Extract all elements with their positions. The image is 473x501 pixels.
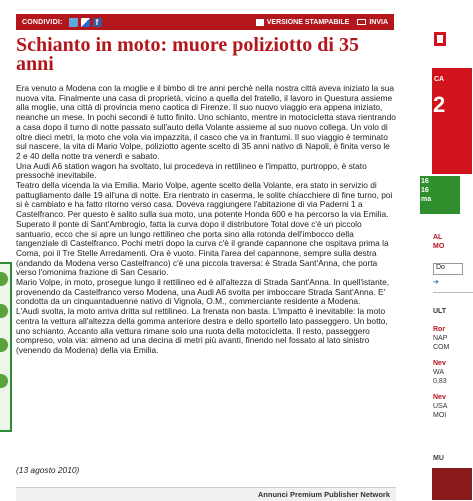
print-version-link[interactable]: VERSIONE STAMPABILE [266, 18, 350, 26]
divider [433, 292, 473, 293]
promo-logo [432, 28, 472, 68]
premium-ads-bar [16, 487, 396, 501]
promo-banner[interactable] [432, 28, 472, 174]
arrow-icon[interactable]: ➔ [433, 279, 439, 286]
sidebar-item: WA [433, 369, 445, 376]
sidebar-header: MO [433, 243, 445, 250]
premium-ads-label[interactable]: Annunci Premium Publisher Network [257, 490, 390, 499]
article-date: (13 agosto 2010) [16, 465, 80, 475]
sidebar-item[interactable]: Nev [433, 394, 446, 401]
sidebar-select[interactable]: Do [433, 263, 463, 275]
share-bar [16, 14, 394, 30]
sidebar-header: AL [433, 234, 443, 241]
promo-green-line: 16 [421, 187, 429, 194]
leaf-decoration [0, 272, 8, 286]
send-link[interactable]: INVIA [369, 18, 388, 26]
sidebar-header: MU [433, 455, 444, 462]
left-sidebar-edge [0, 0, 12, 500]
share-actions [256, 19, 388, 26]
article-title: Schianto in moto: muore poliziotto di 35 anni [16, 34, 359, 75]
share-label: CONDIVIDI: [22, 18, 63, 26]
sidebar-item: NAP [433, 335, 448, 342]
facebook-icon[interactable]: f [93, 18, 102, 27]
article-paragraph: Una Audi A6 station wagon ha svoltato, lui procedeva in rettilineo e l'impatto, purtroppo, è stato pressochè inevitabile. [16, 160, 367, 181]
sidebar-item: USA [433, 403, 448, 410]
promo-green-line: ma [421, 196, 432, 203]
article [12, 0, 396, 500]
printer-icon[interactable] [256, 19, 264, 26]
sidebar-item: COM [433, 344, 450, 351]
sidebar-item: MOI [433, 412, 447, 419]
sidebar-header: ULT [433, 308, 447, 315]
delicious-icon[interactable] [81, 18, 90, 27]
sidebar-image[interactable] [432, 468, 472, 500]
right-sidebar-edge [420, 0, 450, 500]
mail-icon[interactable] [357, 19, 366, 25]
article-paragraph: Era venuto a Modena con la moglie e il bimbo di tre anni perchè nella nostra città aveva iniziato la sua nuova vita. Finalmente una casa di proprietà, vicino a quella del fratello, il lavoro in Questura assieme alla moglie, una città di provincia meno caotica di Firenze. Il suo nuovo viaggio era appena iniziato, neanche un mese. In pochi secondi è tutto finito. Uno schianto, mentre in motocicletta stava rientrando a casa dopo il turno di notte passato sull'auto della Volante assieme al suo nuovo collega. Un volo di oltre dieci metri, la moto che vola via impazzita, il casco che va in frantumi. Il suo viaggio è terminato sul nascere, la vita di Mario Volpe, poliziotto agente scelto di 35 anni nativo di Napoli, è finita verso le 2 e 40 della notte tra venerdì e sabato. [16, 83, 396, 161]
leaf-decoration [0, 338, 8, 352]
left-banner-edge[interactable] [0, 262, 12, 432]
promo-green-banner[interactable] [420, 176, 460, 214]
sidebar-item: 0,83 [433, 378, 447, 385]
article-paragraph: Teatro della vicenda la via Emilia. Mario Volpe, agente scelto della Volante, era stato in servizio di pattugliamento dalle 19 all'una di notte. Era rientrato in caserma, le solite chiacchiere di fine turno, poi si è cambiato e ha fatto ritorno verso casa. Doveva raggiungere l'abitazione di via Paderni 1 a Castelfranco. Per questo è salito sulla sua moto, una potente Honda 600 e ha percorso la via Emilia. Superato il ponte di Sant'Ambrogio, fatta la curva dopo il distributore Total dove c'è un piccolo santuario, ecco che si apre un lungo rettilineo che porta sino alla rotonda dell'imbocco della tangenziale di Castelfranco. Pochi metri dopo la curva c'è il grande capannone che ospitava prima la Coma, poi il Tre Stelle Arredamenti. Ora è vuoto. Finita l'area del capannone, sempre sulla destra (andando da Modena verso Castelfranco) c'è una piccola traversa: è Strada Sant'Anna, che porta verso l'omonima frazione di San Cesario. [16, 180, 393, 278]
promo-text: CA [434, 76, 445, 83]
leaf-decoration [0, 304, 8, 318]
promo-number: 2 [433, 92, 446, 117]
twitter-icon[interactable] [69, 18, 78, 27]
sidebar-item[interactable]: Nev [433, 360, 446, 367]
article-body [16, 84, 396, 356]
article-paragraph: L'Audi svolta, la moto arriva dritta sul rettilineo. La frenata non basta. L'impatto è inevitabile: la moto centra la vettura all'altezza della gomma anteriore destra e dello sportello lato passeggero. Un botto, uno schianto. Accanto alla vettura rimane solo una ruota della motocicletta. Il resto, passeggero compreso, vola via: almeno ad una decina di metri più avanti, finendo nel fossato al lato sinistro (venendo da Modena) della via Emilia. [16, 306, 388, 355]
leaf-decoration [0, 374, 8, 388]
promo-green-line: 16 [421, 178, 429, 185]
sidebar-item[interactable]: Ror [433, 326, 446, 333]
article-paragraph: Mario Volpe, in moto, prosegue lungo il rettilineo ed è all'altezza di Strada Sant'Anna. In quell'istante, provenendo da Castelfranco verso Modena, una Audi A6 svolta per imboccare Strada Sant'Anna. E' condotta da un cinquantaduenne nativo di Vignola, O.M., commerciante residente a Modena. [16, 277, 390, 307]
